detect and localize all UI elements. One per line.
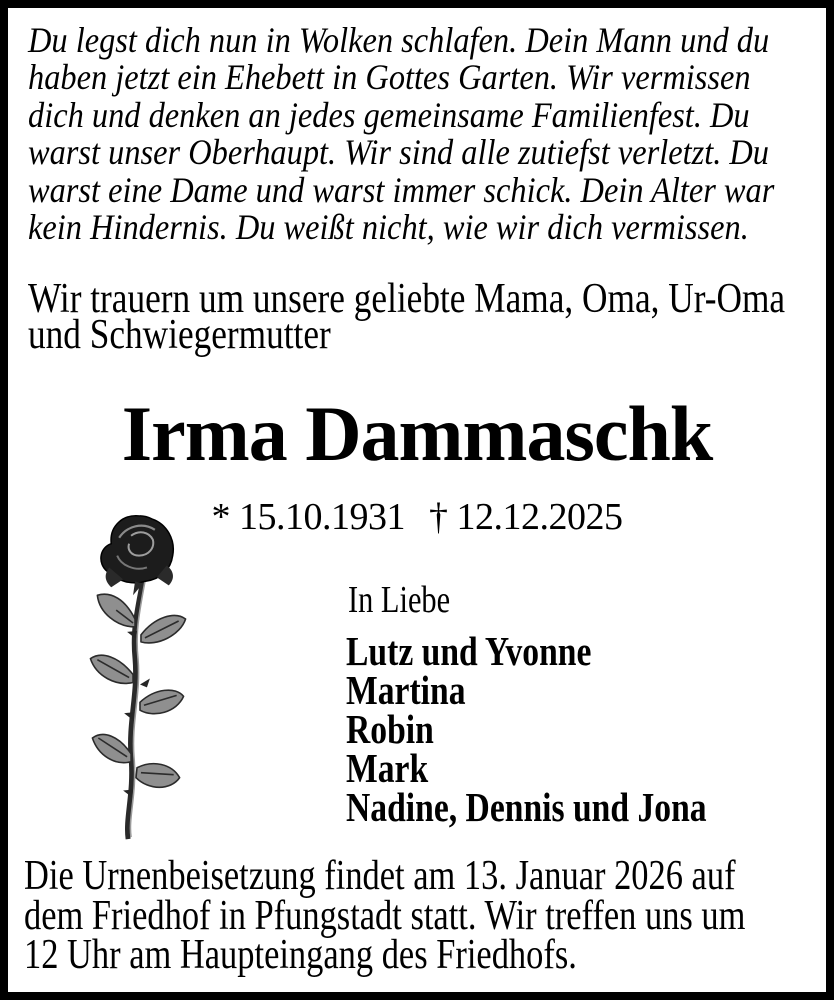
death-date-group [429, 498, 623, 536]
verse-line: warst eine Dame und warst immer schick. Dein Alter war [28, 169, 775, 210]
deceased-name: Irma Dammaschk [121, 390, 713, 477]
verse-line: Du legst dich nun in Wolken schlafen. Dein Mann und du [28, 20, 770, 60]
birth-date: 15.10.1931 [239, 496, 405, 538]
opening-verse [28, 22, 774, 246]
verse-line: kein Hindernis. Du weißt nicht, wie wir dich vermissen. [28, 207, 749, 248]
intro-line: und Schwiegermutter [28, 312, 331, 358]
death-cross-icon: † [429, 496, 448, 538]
funeral-line: Die Urnenbeisetzung findet am 13. Januar 2026 auf [24, 853, 736, 899]
mourner-line: Martina [346, 667, 466, 713]
verse-line: dich und denken an jedes gemeinsame Familienfest. Du [28, 94, 750, 135]
intro-line: Wir trauern um unsere geliebte Mama, Oma, Ur-Oma [28, 276, 786, 322]
mourning-intro [28, 276, 786, 358]
death-date: 12.12.2025 [456, 496, 623, 538]
funeral-line: 12 Uhr am Haupteingang des Friedhofs. [24, 932, 577, 978]
born-star-icon: * [211, 496, 230, 538]
verse-line: haben jetzt ein Ehebett in Gottes Garten. Wir vermissen [28, 57, 751, 98]
notice-content-area [8, 8, 826, 992]
rose-icon [82, 508, 194, 850]
funeral-information [24, 853, 746, 978]
closing-phrase: In Liebe [348, 579, 451, 621]
birth-date-group [212, 498, 406, 536]
rose-bloom [101, 516, 173, 596]
funeral-line: dem Friedhof in Pfungstadt statt. Wir treffen uns um [24, 892, 746, 939]
mourner-line: Nadine, Dennis und Jona [346, 784, 707, 830]
mourner-line: Lutz und Yvonne [346, 628, 592, 674]
mourner-line: Mark [346, 745, 429, 791]
verse-line: warst unser Oberhaupt. Wir sind alle zutiefst verletzt. Du [28, 132, 770, 173]
mourners-list [346, 628, 707, 830]
mourner-line: Robin [346, 706, 434, 752]
